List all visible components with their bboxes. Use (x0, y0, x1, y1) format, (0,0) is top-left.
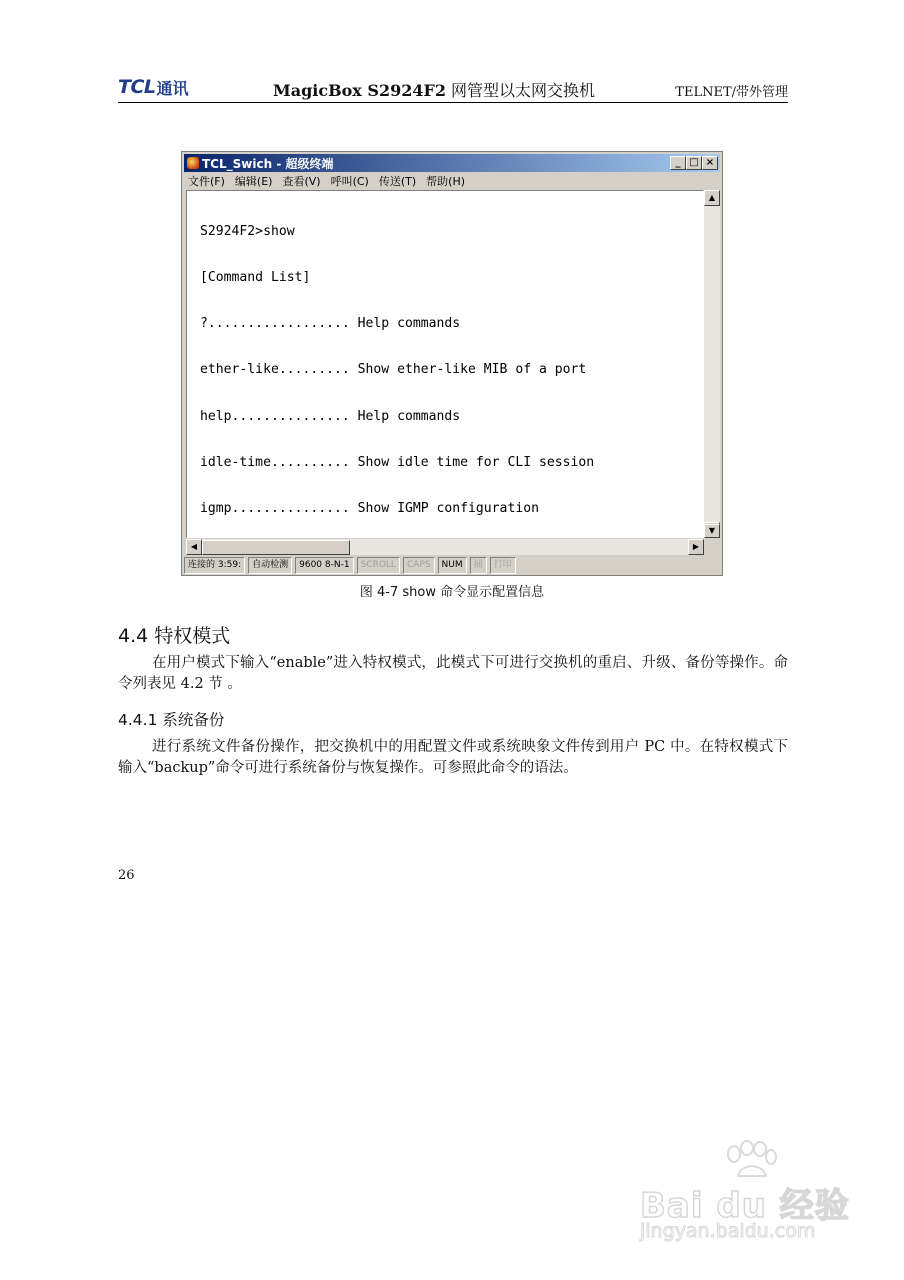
page-number: 26 (118, 868, 135, 883)
window-controls (670, 156, 718, 170)
terminal-output[interactable] (186, 190, 704, 538)
status-bar (184, 556, 720, 574)
status-capture: 捕 (470, 557, 487, 574)
status-baud: 9600 8-N-1 (295, 557, 353, 574)
terminal-lines (200, 193, 665, 538)
paw-icon (720, 1140, 780, 1180)
terminal-line: ?.................. Help commands (200, 316, 461, 332)
menu-file[interactable]: 文件(F) (188, 175, 225, 188)
status-num: NUM (438, 557, 467, 574)
section-heading-4-4-1: 4.4.1 系统备份 (118, 711, 225, 729)
menu-call[interactable]: 呼叫(C) (330, 175, 369, 188)
terminal-line: S2924F2>show (200, 223, 295, 239)
document-title-desc: 网管型以太网交换机 (445, 81, 596, 100)
scroll-up-icon[interactable]: ▲ (704, 190, 720, 206)
document-title (273, 78, 595, 101)
window-title: TCL_Swich - 超级终端 (202, 156, 334, 171)
watermark-url: jingyan.baidu.com (640, 1220, 816, 1242)
close-button[interactable]: × (702, 156, 718, 170)
tcl-logo (118, 78, 189, 96)
status-auto-detect: 自动检测 (248, 557, 292, 574)
vertical-scrollbar[interactable] (704, 190, 720, 538)
watermark-brand: Bai du 经验 (640, 1186, 850, 1226)
menu-view[interactable]: 查看(V) (282, 175, 321, 188)
status-connected-time: 连接的 3:59: (184, 557, 245, 574)
terminal-line: [Command List] (200, 270, 311, 286)
menu-bar (188, 173, 465, 189)
terminal-line: ether-like......... Show ether-like MIB of a port (200, 362, 587, 378)
paragraph-4-4: 在用户模式下输入“enable”进入特权模式，此模式下可进行交换机的重启、升级、备份等操作。命令列表见 4.2 节 。 (118, 655, 788, 692)
baidu-watermark (640, 1140, 850, 1250)
page-header (118, 76, 788, 103)
logo-suffix: 通讯 (156, 78, 189, 98)
section-heading-4-4: 4.4 特权模式 (118, 625, 231, 647)
horizontal-scroll-thumb[interactable] (202, 540, 350, 555)
app-icon (187, 157, 199, 169)
status-caps: CAPS (403, 557, 435, 574)
terminal-line: igmp............... Show IGMP configuration (200, 501, 539, 517)
logo-brand: TCL (118, 76, 156, 98)
terminal-line: idle-time.......... Show idle time for CLI session (200, 454, 595, 470)
horizontal-scrollbar[interactable] (186, 539, 704, 555)
header-section-tag: TELNET/带外管理 (675, 85, 788, 100)
scroll-down-icon[interactable]: ▼ (704, 524, 720, 538)
menu-transfer[interactable]: 传送(T) (378, 175, 417, 188)
maximize-button[interactable]: □ (686, 156, 702, 170)
terminal-line: help............... Help commands (200, 408, 461, 424)
hyperterminal-window (181, 151, 723, 576)
menu-help[interactable]: 帮助(H) (426, 175, 466, 188)
document-title-model: MagicBox S2924F2 (273, 81, 446, 100)
paragraph-4-4-1: 进行系统文件备份操作，把交换机中的用配置文件或系统映象文件传到用户 PC 中。在特权模式下输入“backup”命令可进行系统备份与恢复操作。可参照此命令的语法。 (118, 739, 788, 776)
status-scroll: SCROLL (357, 557, 400, 574)
figure-caption: 图 4-7 show 命令显示配置信息 (359, 585, 545, 600)
minimize-button[interactable]: _ (670, 156, 686, 170)
scroll-right-icon[interactable]: ▶ (688, 539, 704, 555)
scroll-left-icon[interactable]: ◀ (186, 539, 202, 555)
window-titlebar[interactable] (184, 154, 720, 172)
status-print: 打印 (490, 557, 516, 574)
menu-edit[interactable]: 编辑(E) (234, 175, 273, 188)
